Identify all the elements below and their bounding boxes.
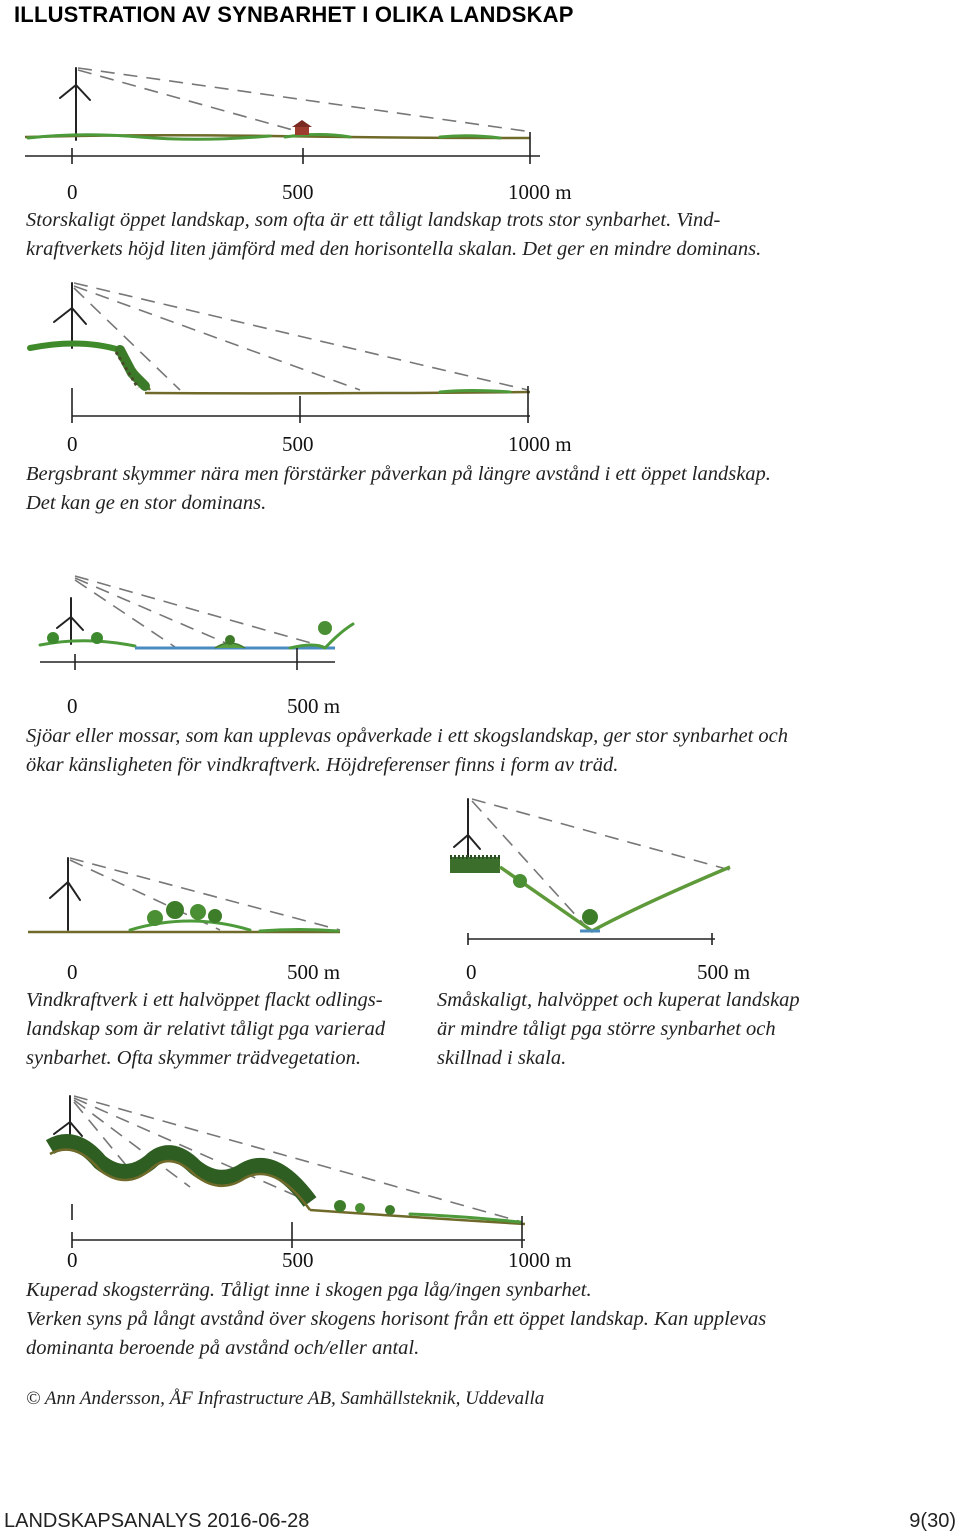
caption-hilly-landscape: Småskaligt, halvöppet och kuperat landskap är mindre tåligt pga större synbarhet och skillnad i skala. [437,989,800,1069]
scale-label-0: 0 [67,1248,78,1272]
sketch-forest-landscape [30,1092,540,1252]
caption-forest-landscape: Kuperad skogsterräng. Tåligt inne i skogen pga låg/ingen synbarhet. Verken syns på långt avstånd över skogens horisont från ett öppet landskap. Kan upplevas dominanta beroende på avstånd och/eller antal. [26,1279,767,1359]
scale-label-500: 500 [282,180,314,204]
scale-label-0: 0 [67,960,78,984]
scale-label-500: 500 m [287,694,341,718]
wind-turbine-icon [57,598,83,644]
wind-turbine-icon [454,799,480,857]
caption-farmland-landscape: Vindkraftverk i ett halvöppet flackt odlings- landskap som är relativt tåligt pga varierad synbarhet. Ofta skymmer trädvegetation. [26,989,386,1069]
scale-label-1000: 1000 m [508,432,572,456]
scale-label-0: 0 [67,694,78,718]
footer-page-number: 9(30) [909,1510,956,1532]
wind-turbine-icon [54,283,86,348]
scale-label-1000: 1000 m [508,180,572,204]
scale-label-500: 500 m [697,960,751,984]
caption-lake-landscape: Sjöar eller mossar, som kan upplevas opåverkade i ett skogslandskap, ger stor synbarhet och ökar känsligheten för vindkraftverk. Höjdreferenser finns i form av träd. [26,725,789,776]
scale-label-500: 500 [282,432,314,456]
page-title: ILLUSTRATION AV SYNBARHET I OLIKA LANDSKAP [14,2,574,27]
wind-turbine-icon [60,68,90,140]
scale-label-0: 0 [67,432,78,456]
credit-line: © Ann Andersson, ÅF Infrastructure AB, Samhällsteknik, Uddevalla [26,1388,545,1409]
footer-document-title: LANDSKAPSANALYS 2016-06-28 [4,1510,310,1532]
sketch-lake-landscape [35,572,360,682]
house-icon [292,120,312,135]
sketch-cliff-landscape [20,278,550,423]
sketch-hilly-landscape [440,795,740,955]
wind-turbine-icon [50,858,80,930]
sketch-open-landscape [20,60,550,170]
caption-open-landscape: Storskaligt öppet landskap, som ofta är ett tåligt landskap trots stor synbarhet. Vind- kraftverkets höjd liten jämförd med den horisontella skalan. Det ger en mindre dominans. [26,209,762,260]
scale-label-1000: 1000 m [508,1248,572,1272]
scale-label-0: 0 [67,180,78,204]
scale-label-0: 0 [466,960,477,984]
scale-label-500: 500 m [287,960,341,984]
caption-cliff-landscape: Bergsbrant skymmer nära men förstärker påverkan på längre avstånd i ett öppet landskap. Det kan ge en stor dominans. [26,463,771,514]
scale-label-500: 500 [282,1248,314,1272]
sketch-farmland-landscape [20,852,360,957]
